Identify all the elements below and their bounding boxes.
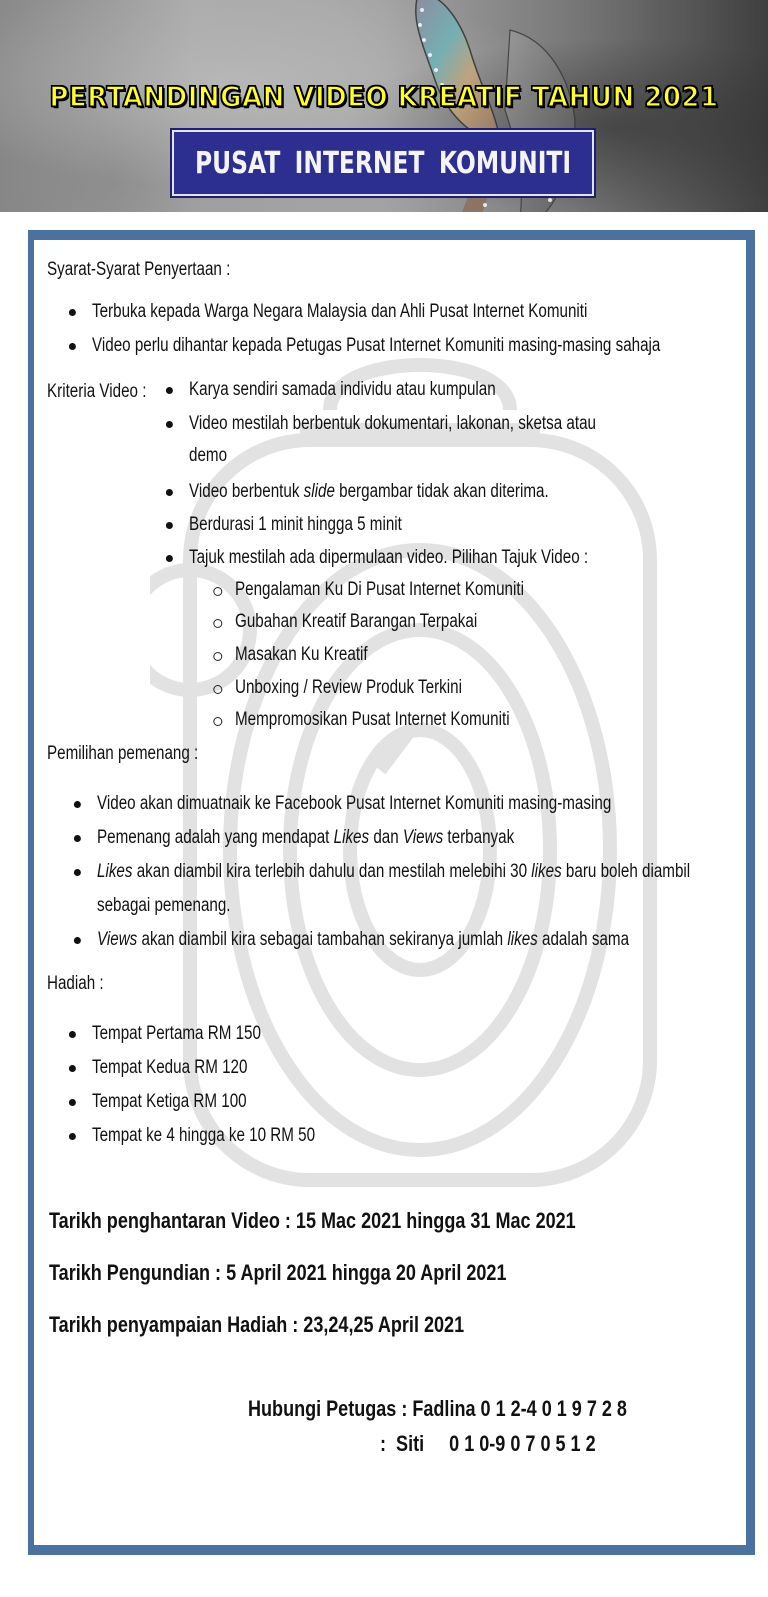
- text-segment-italic: slide: [303, 481, 335, 502]
- list-item-continuation: demo: [189, 445, 228, 466]
- section-heading-hadiah: Hadiah :: [47, 973, 104, 994]
- prize-item: Tempat Pertama RM 150: [92, 1023, 261, 1044]
- text-segment: Video berbentuk: [189, 481, 304, 502]
- organization-badge: [172, 130, 594, 196]
- contact-line-1: [248, 1397, 627, 1421]
- section-heading-syarat: Syarat-Syarat Penyertaan :: [47, 259, 231, 280]
- date-prize-giving: Tarikh penyampaian Hadiah : 23,24,25 April 2021: [49, 1312, 465, 1337]
- list-item: Karya sendiri samada individu atau kumpulan: [189, 379, 496, 400]
- section-heading-kriteria: Kriteria Video :: [47, 381, 147, 402]
- list-item: Video perlu dihantar kepada Petugas Pusat Internet Komuniti masing-masing sahaja: [92, 335, 661, 356]
- text-segment: adalah sama: [537, 929, 630, 950]
- text-segment-italic: Views: [402, 827, 444, 848]
- list-item: Berdurasi 1 minit hingga 5 minit: [189, 514, 402, 535]
- text-segment: bergambar tidak akan diterima.: [334, 481, 549, 502]
- contact-phone-siti: 0 1 0-9 0 7 0 5 1 2: [449, 1431, 596, 1456]
- list-item: [97, 860, 690, 884]
- text-segment: akan diambil kira terlebih dahulu dan mestilah melebihi 30: [132, 861, 532, 882]
- text-segment-italic: likes: [531, 861, 562, 882]
- text-segment: terbanyak: [443, 827, 515, 848]
- tajuk-option: Unboxing / Review Produk Terkini: [235, 677, 462, 698]
- contact-line-2: [380, 1432, 596, 1456]
- header-banner: [0, 0, 768, 212]
- prize-item: Tempat Kedua RM 120: [92, 1057, 248, 1078]
- text-segment: dan: [369, 827, 403, 848]
- list-item: [97, 826, 514, 850]
- text-segment-italic: Likes: [333, 827, 370, 848]
- date-submission: Tarikh penghantaran Video : 15 Mac 2021 hingga 31 Mac 2021: [49, 1208, 576, 1233]
- list-item-continuation: sebagai pemenang.: [97, 895, 231, 916]
- organization-name: PUSAT INTERNET KOMUNITI: [194, 145, 572, 181]
- list-item: Video akan dimuatnaik ke Facebook Pusat Internet Komuniti masing-masing: [97, 793, 612, 814]
- contact-label: Hubungi Petugas : Fadlina: [248, 1396, 476, 1421]
- contact-phone-fadlina: 0 1 2-4 0 1 9 7 2 8: [480, 1396, 627, 1421]
- text-segment-italic: Views: [97, 929, 138, 950]
- contact-name-siti: Siti: [396, 1431, 425, 1456]
- list-item: Video mestilah berbentuk dokumentari, lakonan, sketsa atau: [189, 413, 596, 434]
- separator: :: [380, 1431, 387, 1456]
- list-item: Terbuka kepada Warga Negara Malaysia dan Ahli Pusat Internet Komuniti: [92, 301, 588, 322]
- prize-item: Tempat ke 4 hingga ke 10 RM 50: [92, 1125, 316, 1146]
- date-voting: Tarikh Pengundian : 5 April 2021 hingga 20 April 2021: [49, 1260, 507, 1285]
- tajuk-option: Pengalaman Ku Di Pusat Internet Komuniti: [235, 579, 524, 600]
- prize-item: Tempat Ketiga RM 100: [92, 1091, 247, 1112]
- list-item: Tajuk mestilah ada dipermulaan video. Pilihan Tajuk Video :: [189, 547, 589, 568]
- text-segment: baru boleh diambil: [561, 861, 691, 882]
- tajuk-option: Masakan Ku Kreatif: [235, 644, 368, 665]
- tajuk-option: Mempromosikan Pusat Internet Komuniti: [235, 709, 510, 730]
- list-item: [97, 928, 629, 952]
- contest-title: PERTANDINGAN VIDEO KREATIF TAHUN 2021: [49, 80, 719, 113]
- section-heading-pemilihan: Pemilihan pemenang :: [47, 743, 199, 764]
- text-segment-italic: Likes: [97, 861, 133, 882]
- list-item: [189, 480, 549, 504]
- text-segment-italic: likes: [507, 929, 538, 950]
- tajuk-option: Gubahan Kreatif Barangan Terpakai: [235, 611, 478, 632]
- text-segment: Pemenang adalah yang mendapat: [97, 827, 334, 848]
- text-segment: akan diambil kira sebagai tambahan sekiranya jumlah: [137, 929, 508, 950]
